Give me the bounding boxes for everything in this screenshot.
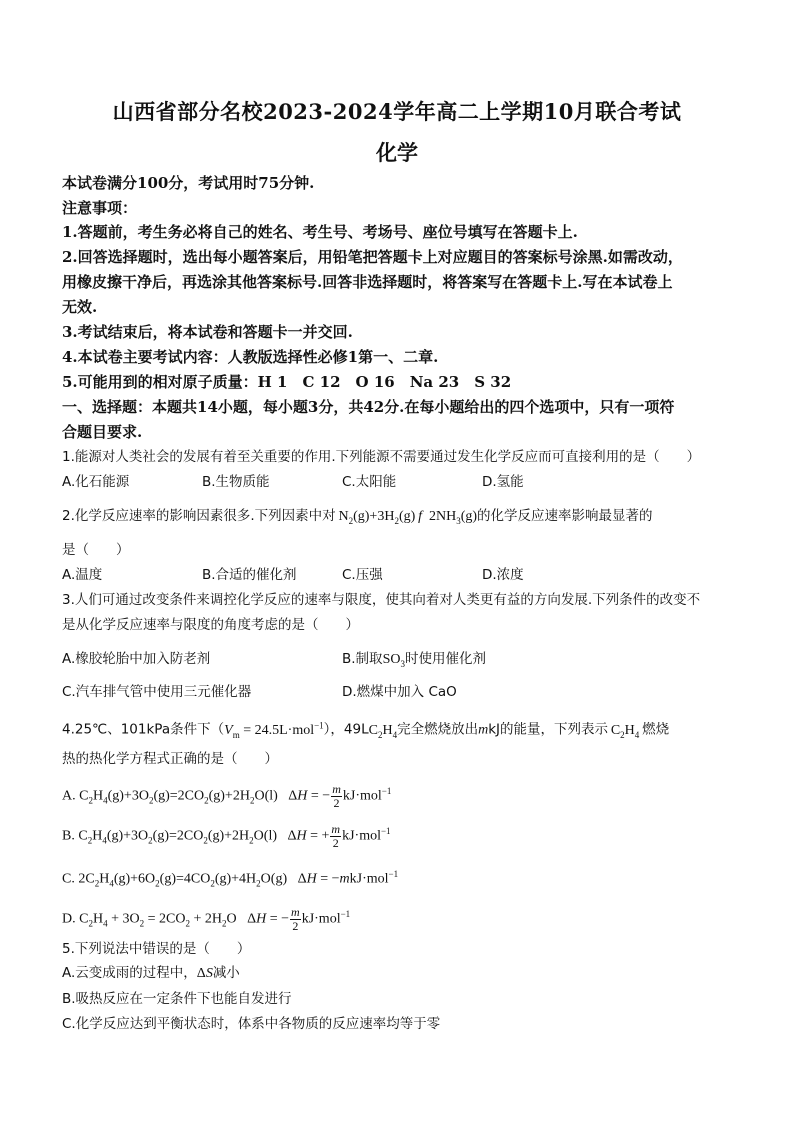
- q4-option-a-label: A.: [62, 788, 76, 804]
- q4-stem-pre: 4.25℃、101kPa条件下（: [62, 721, 225, 738]
- q4-stem-mid3: kJ的能量，下列表示: [488, 721, 609, 738]
- q2-equation: $N_2(g)+3H_2(g)$ f $2NH_3(g)$: [335, 509, 478, 526]
- q3-option-b: [342, 650, 486, 673]
- q3-option-c: C.汽车排气管中使用三元催化器: [62, 684, 252, 700]
- q3-option-b-formula: $SO_3$: [382, 652, 405, 669]
- q4-option-d-label: D.: [62, 911, 76, 927]
- notice-item-4: 4.本试卷主要考试内容：人教版选择性必修1第一、二章.: [62, 348, 439, 366]
- q4-option-b: B. $C_2H_4(g)+3O_2(g)=2CO_2(g)+2H_2O(l) \Delta H$ = + $\frac{m}{2}$ kJ·mol$^{-1}$: [62, 821, 391, 850]
- exam-subject: 化学: [376, 140, 418, 165]
- q2-option-c: C.压强: [342, 567, 383, 583]
- q2-option-d: D.浓度: [482, 567, 524, 583]
- notice-item-2-line-2: 用橡皮擦干净后，再选涂其他答案标号.回答非选择题时，将答案写在答题卡上.写在本试卷上: [62, 273, 673, 291]
- q3-option-b-pre: B.制取: [342, 651, 383, 667]
- notice-item-3: 3.考试结束后，将本试卷和答题卡一并交回.: [62, 323, 353, 341]
- notice-item-5: 5.可能用到的相对原子质量：H 1 C 12 O 16 Na 23 S 32: [62, 373, 512, 391]
- q2-stem: [62, 507, 653, 530]
- q5-delta-s: ΔS: [196, 966, 213, 981]
- q1-option-c: C.太阳能: [342, 474, 397, 490]
- q4-option-a: A. $C_2H_4(g)+3O_2(g)=2CO_2(g)+2H_2O(l) \Delta H$ = − $\frac{m}{2}$ kJ·mol$^{-1}$: [62, 781, 392, 810]
- q3-option-a: A.橡胶轮胎中加入防老剂: [62, 651, 211, 667]
- q4-formula-c2h4-2: $C_2H_4$: [608, 722, 640, 740]
- q4-option-d: D. $C_2H_4 + 3O_2 = 2CO_2 + 2H_2O$ ΔH = − $\frac{m}{2}$ kJ·mol$^{-1}$: [62, 904, 351, 933]
- q4-stem-mid: ），49L: [323, 721, 369, 738]
- q4-molar-volume: $V_m = 24.5L\cdot mol^{-1}$: [224, 720, 324, 740]
- score-time-note: 本试卷满分100分，考试用时75分钟.: [62, 174, 315, 192]
- q3-stem-line-1: 3.人们可通过改变条件来调控化学反应的速率与限度，使其向着对人类更有益的方向发展.下列条件的改变不: [62, 592, 701, 608]
- q4-var-m: m: [478, 722, 489, 738]
- q1-option-b: B.生物质能: [202, 474, 270, 490]
- section-heading-line-2: 合题目要求.: [62, 423, 143, 441]
- notice-heading: 注意事项：: [62, 199, 138, 217]
- exam-title: 山西省部分名校2023-2024学年高二上学期10月联合考试: [112, 99, 682, 124]
- q4-stem: [62, 716, 669, 743]
- q1-stem: 1.能源对人类社会的发展有着至关重要的作用.下列能源不需要通过发生化学反应而可直接利用的是（ ）: [62, 449, 701, 465]
- q3-option-b-post: 时使用催化剂: [404, 651, 486, 667]
- q2-stem-line-2: 是（ ）: [62, 542, 130, 558]
- q5-option-b: B.吸热反应在一定条件下也能自发进行: [62, 991, 292, 1007]
- q4-formula-c2h4-1: $C_2H_4$: [368, 722, 398, 740]
- q2-option-b: B.合适的催化剂: [202, 567, 297, 583]
- q5-option-a: [62, 964, 240, 983]
- q3-option-d: D.燃煤中加入 CaO: [342, 684, 457, 700]
- q1-option-a: A.化石能源: [62, 474, 130, 490]
- q4-option-b-label: B.: [62, 828, 75, 844]
- q4-stem-post: 燃烧: [642, 721, 670, 738]
- q4-stem-line-2: 热的热化学方程式正确的是（ ）: [62, 751, 278, 767]
- notice-item-2-line-3: 无效.: [62, 298, 98, 316]
- q2-stem-pre: 2.化学反应速率的影响因素很多.下列因素中对: [62, 508, 336, 524]
- q3-stem-line-2: 是从化学反应速率与限度的角度考虑的是（ ）: [62, 617, 359, 633]
- q5-option-c: C.化学反应达到平衡状态时，体系中各物质的反应速率均等于零: [62, 1016, 441, 1032]
- section-heading-line-1: 一、选择题：本题共14小题，每小题3分，共42分.在每小题给出的四个选项中，只有一项符: [62, 398, 675, 416]
- q5-option-a-post: 减小: [212, 965, 240, 981]
- notice-item-1: 1.答题前，考生务必将自己的姓名、考生号、考场号、座位号填写在答题卡上.: [62, 223, 578, 241]
- q5-option-a-pre: A.云变成雨的过程中，: [62, 965, 197, 981]
- q4-option-c-label: C.: [62, 871, 75, 887]
- q5-stem: 5.下列说法中错误的是（ ）: [62, 941, 251, 957]
- q2-stem-post: 的化学反应速率影响最显著的: [477, 508, 653, 524]
- q2-option-a: A.温度: [62, 567, 103, 583]
- q4-stem-mid2: 完全燃烧放出: [397, 721, 479, 738]
- q4-option-c: C. $2C_2H_4(g)+6O_2(g)=4CO_2(g)+4H_2O(g) \Delta H = -mkJ\cdot mol^{-1}$: [62, 869, 399, 889]
- notice-item-2-line-1: 2.回答选择题时，选出每小题答案后，用铅笔把答题卡上对应题目的答案标号涂黑.如需改动，: [62, 248, 683, 266]
- q1-option-d: D.氢能: [482, 474, 524, 490]
